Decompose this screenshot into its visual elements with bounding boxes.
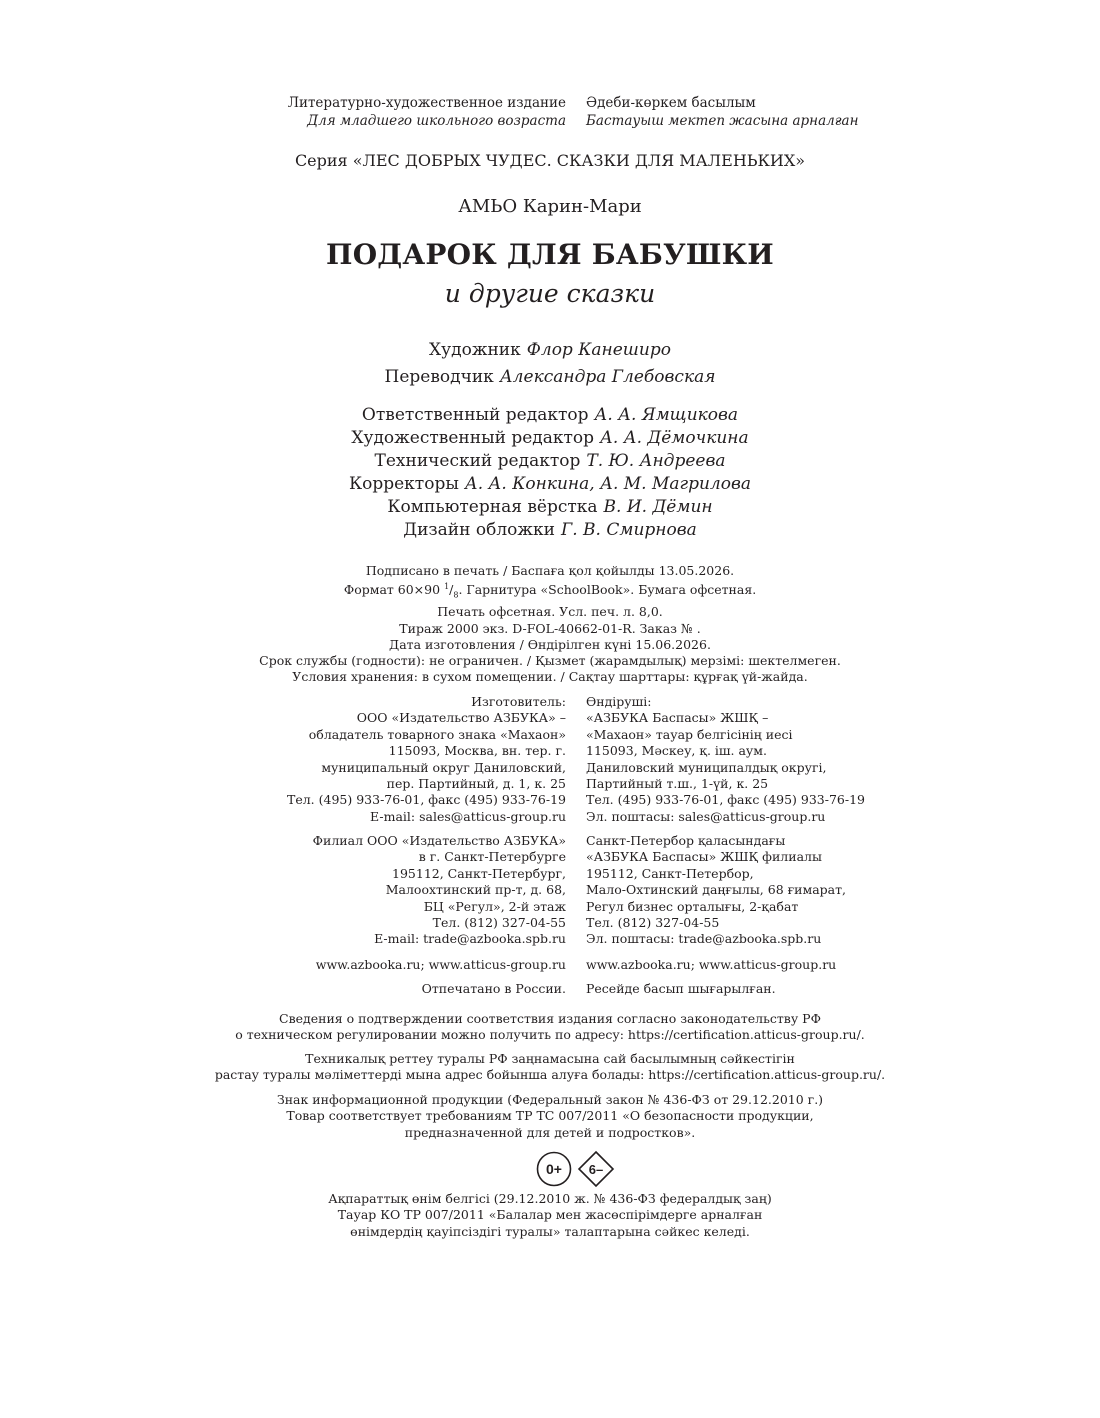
email-line: Эл. поштасы: sales@atticus-group.ru (586, 808, 826, 824)
credit-person: Т. Ю. Андреева (586, 451, 726, 471)
editorial-credits (0, 404, 1100, 542)
address-line: «Махаон» тауар белгісінің иесі (586, 726, 793, 742)
imprint-format: Формат 60×90 $^1/_8$. Гарнитура «SchoolBook». Бумага офсетная. (343, 582, 757, 600)
certification-ru: Сведения о подтверждении соответствия издания согласно законодательству РФ о техническом регулировании можно получить по адресу: https://certification.atticus-group.ru/. (235, 1011, 865, 1043)
age-diamond-label: 6– (588, 1162, 604, 1177)
printed-in-ru: Отпечатано в России. (421, 981, 566, 996)
credit-person: Александра Глебовская (499, 367, 716, 387)
credit-illustrator (0, 339, 1100, 362)
credit-role: Компьютерная вёрстка (387, 497, 598, 517)
credit-person: В. И. Дёмин (603, 497, 713, 517)
address-line: пер. Партийный, д. 1, к. 25 (386, 776, 566, 792)
imprint-signed: Подписано в печать / Баспаға қол қойылды 13.05.2026. (365, 563, 735, 578)
imprint-made-date: Дата изготовления / Өндірілген күні 15.06.2026. (389, 636, 711, 652)
info-sign-ru: Знак информационной продукции (Федеральный закон № 436-ФЗ от 29.12.2010 г.) Товар соответствует требованиям ТР ТС 007/2011 «О безопасности продукции, предназначенной для детей и подростков». (276, 1092, 824, 1140)
address-line: Мало-Охтинский даңғылы, 68 ғимарат, (586, 882, 847, 898)
age-rating-marks (535, 1150, 625, 1188)
address-line: Тел. (812) 327-04-55 (432, 915, 566, 931)
credit-role: Художник (429, 340, 521, 360)
websites-kz: www.azbooka.ru; www.atticus-group.ru (586, 957, 837, 972)
email-line: E-mail: sales@atticus-group.ru (370, 808, 566, 824)
email-line: Эл. поштасы: trade@azbooka.spb.ru (586, 931, 822, 947)
certification-kz: Техникалық реттеу туралы РФ заңнамасына сай басылымның сәйкестігін растау туралы мәліметтерді мына адрес бойынша алуға болады: https://certification.atticus-group.ru/. (214, 1051, 886, 1083)
series-line: Серия «ЛЕС ДОБРЫХ ЧУДЕС. СКАЗКИ ДЛЯ МАЛЕНЬКИХ» (294, 151, 806, 170)
address-line: «АЗБУКА Баспасы» ЖШҚ – (586, 710, 769, 726)
address-line: ООО «Издательство АЗБУКА» – (356, 710, 566, 726)
credit-translator (0, 366, 1100, 389)
printed-in-kz: Ресейде басып шығарылған. (586, 981, 776, 996)
address-line: 195112, Санкт-Петербор, (586, 865, 754, 881)
credit-line (0, 519, 1100, 542)
manufacturer-kz (586, 694, 865, 825)
address-line: в г. Санкт-Петербурге (418, 849, 566, 865)
imprint-shelf-life: Срок службы (годности): не ограничен. / Қызмет (жарамдылық) мерзімі: шектелмеген. (259, 653, 841, 669)
credit-person: А. А. Ямщикова (594, 405, 739, 425)
credit-person: Флор Канеширо (526, 340, 671, 360)
credit-line (0, 450, 1100, 473)
genre-ru-type: Литературно-художественное издание (287, 95, 566, 111)
credit-line (0, 404, 1100, 427)
credit-line (0, 496, 1100, 519)
credit-role: Технический редактор (374, 451, 581, 471)
address-line: Изготовитель: (471, 694, 566, 709)
address-line: Регул бизнес орталығы, 2-қабат (586, 898, 799, 914)
email-line: E-mail: trade@azbooka.spb.ru (374, 931, 566, 947)
branch-kz (586, 833, 846, 948)
address-line: Даниловский муниципалдық округі, (586, 759, 827, 775)
credit-role: Дизайн обложки (403, 520, 555, 540)
address-line: Филиал ООО «Издательство АЗБУКА» (312, 833, 566, 848)
address-line: Партийный т.ш., 1-үй, к. 25 (586, 776, 769, 792)
book-title: ПОДАРОК ДЛЯ БАБУШКИ (326, 238, 774, 271)
address-line: Тел. (495) 933-76-01, факс (495) 933-76-19 (586, 792, 865, 808)
age-circle-icon (538, 1153, 571, 1186)
imprint-storage: Условия хранения: в сухом помещении. / Сақтау шарттары: құрғақ үй-жайда. (292, 669, 808, 685)
credit-line (0, 473, 1100, 496)
manufacturer-ru (287, 694, 566, 825)
genre-kz-audience: Бастауыш мектеп жасына арналған (586, 113, 859, 129)
genre-ru (288, 94, 566, 130)
address-line: 115093, Мәскеу, қ. іш. аум. (586, 743, 767, 759)
websites-ru: www.azbooka.ru; www.atticus-group.ru (315, 957, 566, 972)
credit-line (0, 427, 1100, 450)
address-line: Тел. (812) 327-04-55 (586, 915, 720, 931)
age-circle-label: 0+ (546, 1161, 562, 1177)
book-subtitle: и другие сказки (444, 279, 656, 308)
credit-role: Переводчик (384, 367, 494, 387)
genre-kz-type: Әдеби-көркем басылым (586, 95, 756, 111)
genre-ru-audience: Для младшего школьного возраста (307, 113, 566, 129)
credit-person: А. А. Дёмочкина (600, 428, 749, 448)
address-line: 195112, Санкт-Петербург, (392, 865, 566, 881)
address-line: «АЗБУКА Баспасы» ЖШҚ филиалы (586, 849, 822, 865)
credit-person: Г. В. Смирнова (560, 520, 697, 540)
address-line: Малоохтинский пр-т, д. 68, (385, 882, 566, 898)
address-line: Тел. (495) 933-76-01, факс (495) 933-76-19 (287, 792, 566, 808)
address-line: 115093, Москва, вн. тер. г. (388, 743, 566, 759)
imprint-run: Тираж 2000 экз. D-FOL-40662-01-R. Заказ № . (399, 620, 701, 636)
credit-person: А. А. Конкина, А. М. Магрилова (464, 474, 752, 494)
address-line: Санкт-Петербор қаласындағы (586, 833, 786, 848)
credit-role: Корректоры (348, 474, 459, 494)
imprint-print: Печать офсетная. Усл. печ. л. 8,0. (437, 604, 663, 620)
address-line: обладатель товарного знака «Махаон» (308, 726, 566, 742)
genre-kz (586, 94, 858, 130)
credit-role: Художественный редактор (351, 428, 595, 448)
branch-ru (313, 833, 566, 948)
info-sign-kz: Ақпараттық өнім белгісі (29.12.2010 ж. № 436-ФЗ федералдық заң) Тауар КО ТР 007/2011 «Балалар мен жасөспірімдерге арналған өнімдердің қауіпсіздігі туралы» талаптарына сәйкес келеді. (328, 1191, 772, 1239)
address-line: БЦ «Регул», 2-й этаж (423, 898, 566, 914)
address-line: муниципальный округ Даниловский, (321, 759, 566, 775)
age-diamond-icon (579, 1152, 613, 1186)
imprint-block (0, 563, 1100, 686)
credit-role: Ответственный редактор (361, 405, 589, 425)
address-line: Өндіруші: (586, 694, 652, 709)
author-name: АМЬО Карин-Мари (458, 196, 642, 217)
